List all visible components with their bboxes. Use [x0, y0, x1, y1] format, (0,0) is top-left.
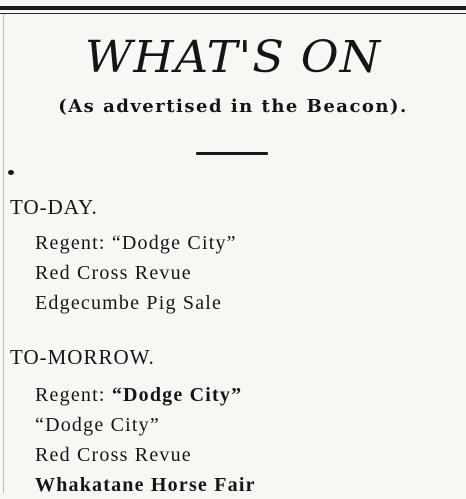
list-item: Edgecumbe Pig Sale	[35, 292, 223, 314]
list-item	[35, 229, 237, 257]
section-heading-today: TO-DAY.	[10, 195, 98, 219]
list-item	[35, 381, 242, 409]
article-title: WHAT'S ON	[84, 32, 382, 83]
list-item: Whakatane Horse Fair	[35, 474, 256, 496]
article-subtitle: (As advertised in the Beacon).	[58, 96, 408, 117]
list-item: Red Cross Revue	[35, 444, 192, 466]
section-heading-tomorrow: TO-MORROW.	[10, 345, 155, 369]
event-title: “Dodge City”	[111, 232, 237, 254]
venue-label: Regent:	[35, 384, 106, 406]
section-divider	[196, 152, 268, 155]
top-thin-rule	[0, 13, 466, 14]
venue-label: Regent:	[35, 232, 106, 254]
list-item: “Dodge City”	[35, 414, 160, 436]
top-heavy-rule	[0, 6, 466, 10]
ink-dot	[8, 170, 14, 175]
list-item: Red Cross Revue	[35, 262, 192, 284]
event-title: “Dodge City”	[111, 384, 243, 406]
